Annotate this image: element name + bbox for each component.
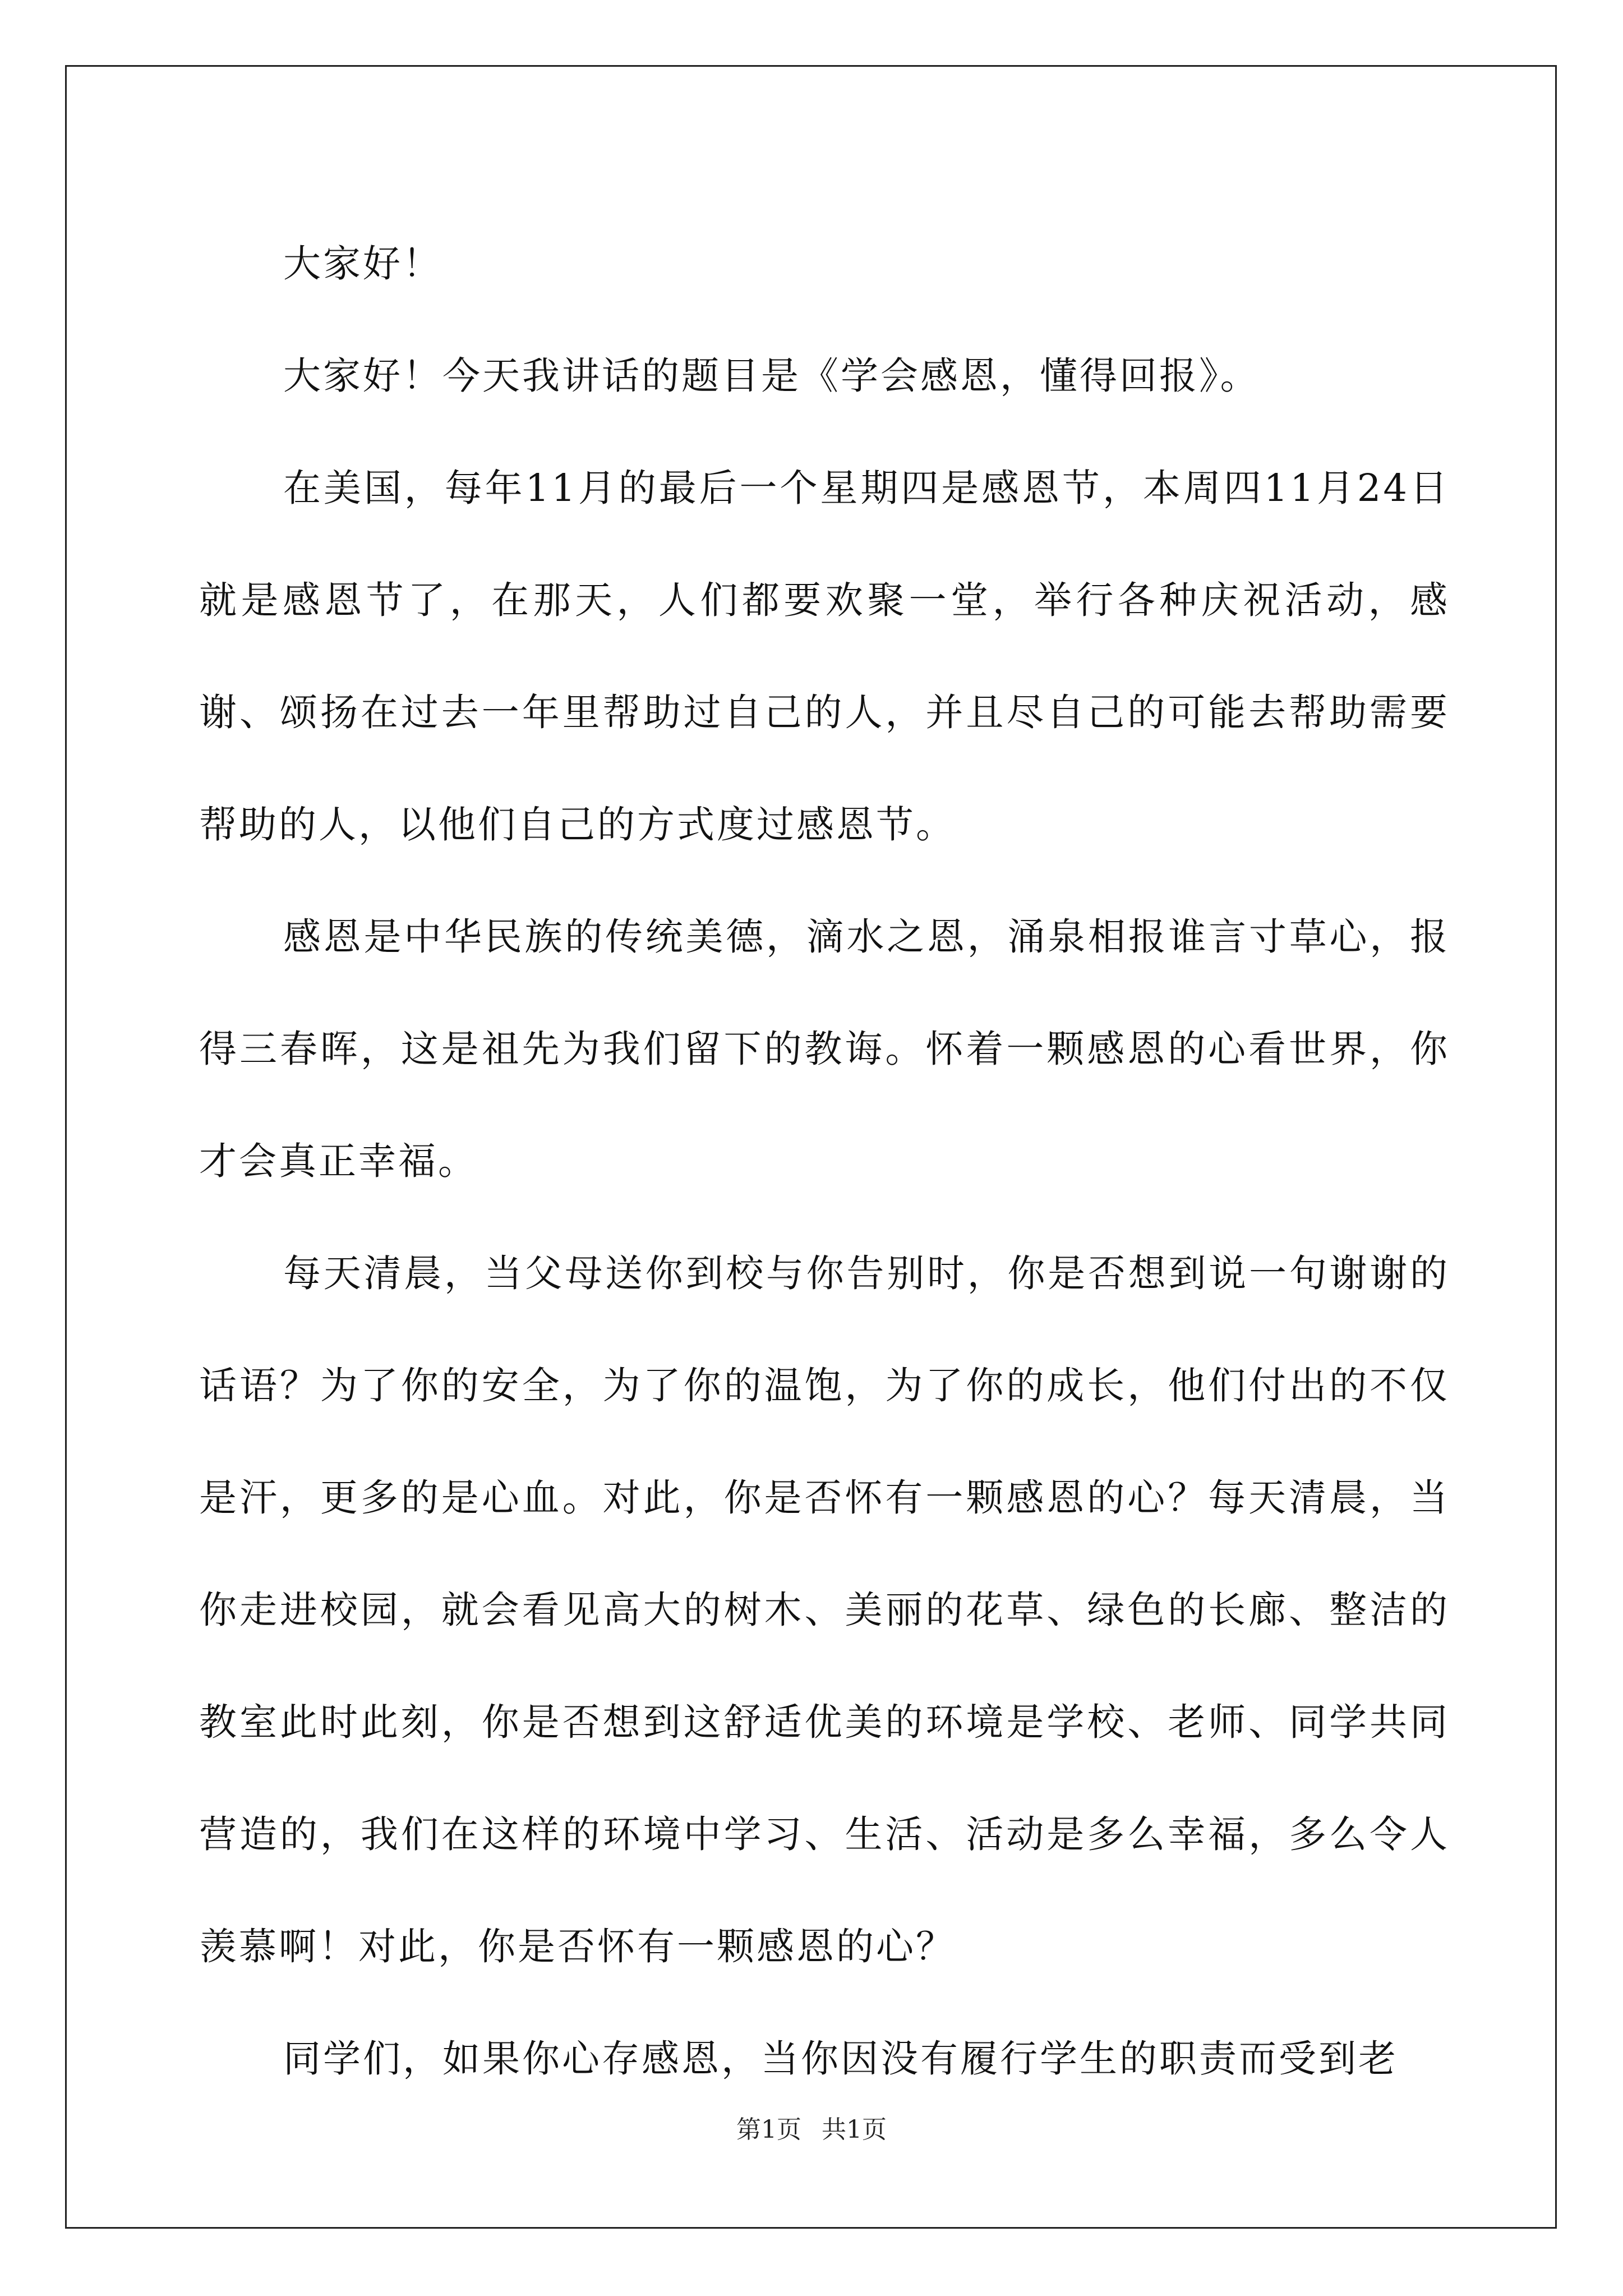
document-body [199,208,1450,2115]
paragraph-topic: 大家好！今天我讲话的题目是《学会感恩，懂得回报》。 [283,354,1260,398]
paragraph-thanksgiving: 在美国，每年11月的最后一个星期四是感恩节，本周四11月24日就是感恩节了，在那天，人们都要欢聚一堂，举行各种庆祝活动，感谢、颂扬在过去一年里帮助过自己的人，并且尽自己的可能去帮助需要帮助的人，以他们自己的方式度过感恩节。 [199,466,1450,846]
paragraph-students: 同学们，如果你心存感恩，当你因没有履行学生的职责而受到老 [283,2037,1398,2081]
page-footer [0,2109,1623,2145]
page-number: 第1页 [736,2115,801,2144]
paragraph-morning: 每天清晨，当父母送你到校与你告别时，你是否想到说一句谢谢的话语？为了你的安全，为了你的温饱，为了你的成长，他们付出的不仅是汗，更多的是心血。对此，你是否怀有一颗感恩的心？每天清晨，当你走进校园，就会看见高大的树木、美丽的花草、绿色的长廊、整洁的教室此时此刻，你是否想到这舒适优美的环境是学校、老师、同学共同营造的，我们在这样的环境中学习、生活、活动是多么幸福，多么令人羡慕啊！对此，你是否怀有一颗感恩的心？ [199,1251,1450,1968]
paragraph-virtue: 感恩是中华民族的传统美德，滴水之恩，涌泉相报谁言寸草心，报得三春晖，这是祖先为我们留下的教诲。怀着一颗感恩的心看世界，你才会真正幸福。 [199,915,1450,1183]
paragraph-greeting: 大家好！ [283,242,442,286]
page-total: 共1页 [822,2115,887,2144]
